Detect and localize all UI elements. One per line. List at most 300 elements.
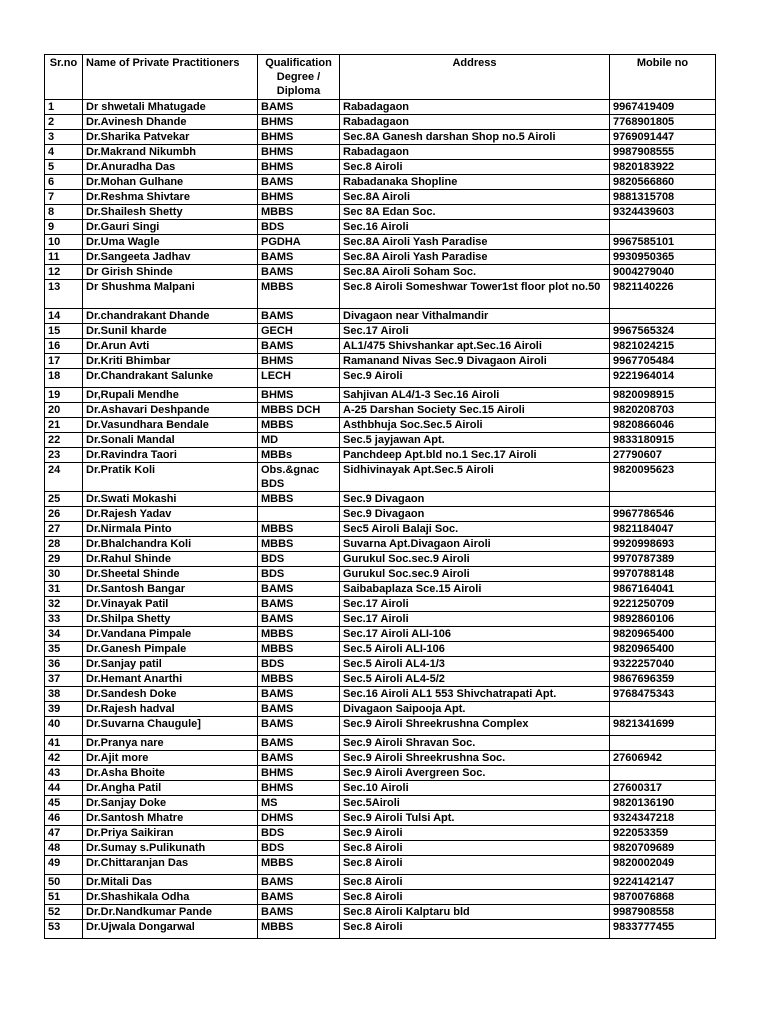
- cell-address: Sec.8 Airoli: [340, 160, 610, 175]
- table-row: [45, 250, 716, 265]
- header-mobile: Mobile no: [610, 55, 716, 100]
- cell-mobile: 9970787389: [610, 552, 716, 567]
- cell-qualification: BAMS: [258, 875, 340, 890]
- cell-srno: 1: [45, 100, 83, 115]
- cell-qualification: BDS: [258, 657, 340, 672]
- cell-srno: 28: [45, 537, 83, 552]
- cell-qualification: BAMS: [258, 175, 340, 190]
- cell-srno: 17: [45, 354, 83, 369]
- table-row: [45, 672, 716, 687]
- table-row: [45, 448, 716, 463]
- cell-srno: 7: [45, 190, 83, 205]
- table-row: [45, 567, 716, 582]
- cell-mobile: 9821024215: [610, 339, 716, 354]
- table-row: [45, 736, 716, 751]
- table-row: [45, 130, 716, 145]
- cell-name: Dr.Sonali Mandal: [83, 433, 258, 448]
- cell-srno: 24: [45, 463, 83, 492]
- cell-srno: 3: [45, 130, 83, 145]
- cell-address: Sec.10 Airoli: [340, 781, 610, 796]
- cell-name: Dr.Hemant Anarthi: [83, 672, 258, 687]
- cell-name: Dr shwetali Mhatugade: [83, 100, 258, 115]
- cell-srno: 23: [45, 448, 83, 463]
- cell-qualification: LECH: [258, 369, 340, 388]
- cell-address: Panchdeep Apt.bld no.1 Sec.17 Airoli: [340, 448, 610, 463]
- cell-name: Dr.Avinesh Dhande: [83, 115, 258, 130]
- cell-name: Dr Girish Shinde: [83, 265, 258, 280]
- cell-address: Saibabaplaza Sce.15 Airoli: [340, 582, 610, 597]
- cell-srno: 37: [45, 672, 83, 687]
- cell-name: Dr.Vasundhara Bendale: [83, 418, 258, 433]
- cell-srno: 12: [45, 265, 83, 280]
- cell-address: Suvarna Apt.Divagaon Airoli: [340, 537, 610, 552]
- cell-address: Sec.9 Divagaon: [340, 507, 610, 522]
- cell-address: Sec.9 Airoli Shreekrushna Soc.: [340, 751, 610, 766]
- cell-qualification: GECH: [258, 324, 340, 339]
- cell-name: Dr.Nirmala Pinto: [83, 522, 258, 537]
- table-row: [45, 418, 716, 433]
- cell-srno: 15: [45, 324, 83, 339]
- cell-qualification: MBBS: [258, 522, 340, 537]
- cell-name: Dr.Sumay s.Pulikunath: [83, 841, 258, 856]
- cell-address: AL1/475 Shivshankar apt.Sec.16 Airoli: [340, 339, 610, 354]
- cell-name: Dr.Rajesh Yadav: [83, 507, 258, 522]
- cell-address: Divagaon Saipooja Apt.: [340, 702, 610, 717]
- table-row: [45, 687, 716, 702]
- cell-qualification: Obs.&gnac BDS: [258, 463, 340, 492]
- cell-mobile: 9820002049: [610, 856, 716, 875]
- table-row: [45, 796, 716, 811]
- cell-qualification: PGDHA: [258, 235, 340, 250]
- cell-address: Sec.5Airoli: [340, 796, 610, 811]
- cell-address: Sec.17 Airoli: [340, 612, 610, 627]
- table-row: [45, 702, 716, 717]
- cell-address: Sec5 Airoli Balaji Soc.: [340, 522, 610, 537]
- table-row: [45, 552, 716, 567]
- cell-address: Rabadagaon: [340, 145, 610, 160]
- cell-srno: 18: [45, 369, 83, 388]
- cell-name: Dr.chandrakant Dhande: [83, 309, 258, 324]
- cell-address: Gurukul Soc.sec.9 Airoli: [340, 567, 610, 582]
- cell-name: Dr.Mohan Gulhane: [83, 175, 258, 190]
- cell-name: Dr.Vinayak Patil: [83, 597, 258, 612]
- cell-srno: 50: [45, 875, 83, 890]
- cell-name: Dr.Sandesh Doke: [83, 687, 258, 702]
- cell-qualification: BAMS: [258, 265, 340, 280]
- cell-address: Sec.8A Airoli Yash Paradise: [340, 250, 610, 265]
- cell-address: Rabadagaon: [340, 115, 610, 130]
- header-srno: Sr.no: [45, 55, 83, 100]
- cell-qualification: BAMS: [258, 597, 340, 612]
- cell-address: Sec.8 Airoli: [340, 841, 610, 856]
- cell-mobile: [610, 220, 716, 235]
- cell-srno: 36: [45, 657, 83, 672]
- cell-qualification: DHMS: [258, 811, 340, 826]
- cell-name: Dr.Shilpa Shetty: [83, 612, 258, 627]
- cell-qualification: BAMS: [258, 250, 340, 265]
- cell-srno: 51: [45, 890, 83, 905]
- table-body: [45, 100, 716, 939]
- cell-name: Dr.Dr.Nandkumar Pande: [83, 905, 258, 920]
- cell-name: Dr.Santosh Mhatre: [83, 811, 258, 826]
- cell-address: Sec.9 Airoli: [340, 826, 610, 841]
- cell-name: Dr.Angha Patil: [83, 781, 258, 796]
- cell-srno: 6: [45, 175, 83, 190]
- cell-name: Dr.Ganesh Pimpale: [83, 642, 258, 657]
- cell-name: Dr,Rupali Mendhe: [83, 388, 258, 403]
- cell-srno: 43: [45, 766, 83, 781]
- cell-mobile: 9821184047: [610, 522, 716, 537]
- table-row: [45, 324, 716, 339]
- cell-qualification: MBBS: [258, 856, 340, 875]
- cell-srno: 38: [45, 687, 83, 702]
- cell-qualification: BAMS: [258, 736, 340, 751]
- cell-qualification: BHMS: [258, 354, 340, 369]
- table-row: [45, 627, 716, 642]
- table-row: [45, 781, 716, 796]
- cell-mobile: 9324347218: [610, 811, 716, 826]
- cell-name: Dr.Asha Bhoite: [83, 766, 258, 781]
- cell-qualification: BAMS: [258, 702, 340, 717]
- cell-mobile: [610, 766, 716, 781]
- cell-address: Rabadagaon: [340, 100, 610, 115]
- cell-mobile: 9221250709: [610, 597, 716, 612]
- cell-mobile: 9970788148: [610, 567, 716, 582]
- cell-name: Dr Shushma Malpani: [83, 280, 258, 309]
- cell-qualification: MBBS: [258, 418, 340, 433]
- cell-srno: 40: [45, 717, 83, 736]
- table-row: [45, 582, 716, 597]
- cell-mobile: 9987908558: [610, 905, 716, 920]
- cell-name: Dr.Bhalchandra Koli: [83, 537, 258, 552]
- header-qualification: Qualification Degree / Diploma: [258, 55, 340, 100]
- cell-mobile: 9820709689: [610, 841, 716, 856]
- cell-mobile: 9987908555: [610, 145, 716, 160]
- cell-name: Dr.Shashikala Odha: [83, 890, 258, 905]
- cell-mobile: 9224142147: [610, 875, 716, 890]
- cell-name: Dr.Sunil kharde: [83, 324, 258, 339]
- cell-mobile: 9930950365: [610, 250, 716, 265]
- cell-qualification: MBBS: [258, 280, 340, 309]
- cell-address: Rabadanaka Shopline: [340, 175, 610, 190]
- cell-address: Sec.8 Airoli Someshwar Tower1st floor plot no.50: [340, 280, 610, 309]
- cell-address: Sec.9 Divagaon: [340, 492, 610, 507]
- cell-mobile: 9833777455: [610, 920, 716, 939]
- cell-address: Sec.8 Airoli: [340, 920, 610, 939]
- table-row: [45, 235, 716, 250]
- table-row: [45, 339, 716, 354]
- cell-address: Sec.9 Airoli: [340, 369, 610, 388]
- cell-mobile: 9769091447: [610, 130, 716, 145]
- header-name: Name of Private Practitioners: [83, 55, 258, 100]
- table-row: [45, 220, 716, 235]
- cell-address: Sec.8 Airoli: [340, 875, 610, 890]
- cell-mobile: 9820866046: [610, 418, 716, 433]
- cell-srno: 4: [45, 145, 83, 160]
- cell-mobile: 9004279040: [610, 265, 716, 280]
- table-row: [45, 597, 716, 612]
- cell-mobile: 9967705484: [610, 354, 716, 369]
- cell-srno: 19: [45, 388, 83, 403]
- cell-srno: 20: [45, 403, 83, 418]
- cell-srno: 52: [45, 905, 83, 920]
- table-row: [45, 309, 716, 324]
- cell-address: Sec.8A Airoli Soham Soc.: [340, 265, 610, 280]
- cell-srno: 53: [45, 920, 83, 939]
- cell-qualification: BDS: [258, 826, 340, 841]
- cell-srno: 22: [45, 433, 83, 448]
- cell-mobile: 9833180915: [610, 433, 716, 448]
- cell-srno: 48: [45, 841, 83, 856]
- cell-mobile: 9967565324: [610, 324, 716, 339]
- table-row: [45, 841, 716, 856]
- cell-qualification: MBBS: [258, 537, 340, 552]
- table-row: [45, 160, 716, 175]
- table-row: [45, 354, 716, 369]
- cell-name: Dr.Sanjay Doke: [83, 796, 258, 811]
- cell-srno: 39: [45, 702, 83, 717]
- cell-qualification: BHMS: [258, 130, 340, 145]
- cell-name: Dr.Reshma Shivtare: [83, 190, 258, 205]
- cell-name: Dr.Sharika Patvekar: [83, 130, 258, 145]
- cell-srno: 31: [45, 582, 83, 597]
- cell-name: Dr.Gauri Singi: [83, 220, 258, 235]
- cell-address: Sec.8A Ganesh darshan Shop no.5 Airoli: [340, 130, 610, 145]
- cell-name: Dr.Anuradha Das: [83, 160, 258, 175]
- table-row: [45, 811, 716, 826]
- table-row: [45, 875, 716, 890]
- table-row: [45, 190, 716, 205]
- cell-name: Dr.Vandana Pimpale: [83, 627, 258, 642]
- cell-mobile: 9820095623: [610, 463, 716, 492]
- cell-srno: 29: [45, 552, 83, 567]
- cell-name: Dr.Makrand Nikumbh: [83, 145, 258, 160]
- table-row: [45, 388, 716, 403]
- cell-name: Dr.Swati Mokashi: [83, 492, 258, 507]
- cell-address: Sec.5 Airoli ALI-106: [340, 642, 610, 657]
- cell-address: Divagaon near Vithalmandir: [340, 309, 610, 324]
- cell-address: Gurukul Soc.sec.9 Airoli: [340, 552, 610, 567]
- cell-name: Dr.Suvarna Chaugule]: [83, 717, 258, 736]
- table-row: [45, 717, 716, 736]
- table-row: [45, 920, 716, 939]
- cell-mobile: 9881315708: [610, 190, 716, 205]
- cell-srno: 34: [45, 627, 83, 642]
- cell-mobile: 7768901805: [610, 115, 716, 130]
- cell-qualification: BAMS: [258, 339, 340, 354]
- table-row: [45, 766, 716, 781]
- table-row: [45, 175, 716, 190]
- cell-mobile: 9820965400: [610, 627, 716, 642]
- table-row: [45, 463, 716, 492]
- cell-qualification: BDS: [258, 552, 340, 567]
- cell-address: Sec.5 jayjawan Apt.: [340, 433, 610, 448]
- cell-mobile: 9820965400: [610, 642, 716, 657]
- cell-srno: 14: [45, 309, 83, 324]
- cell-qualification: MBBS: [258, 627, 340, 642]
- cell-address: Sec.16 Airoli AL1 553 Shivchatrapati Apt.: [340, 687, 610, 702]
- cell-qualification: BDS: [258, 567, 340, 582]
- cell-mobile: [610, 702, 716, 717]
- table-row: [45, 642, 716, 657]
- cell-address: A-25 Darshan Society Sec.15 Airoli: [340, 403, 610, 418]
- table-row: [45, 856, 716, 875]
- cell-srno: 27: [45, 522, 83, 537]
- cell-mobile: 9820566860: [610, 175, 716, 190]
- cell-srno: 13: [45, 280, 83, 309]
- table-row: [45, 100, 716, 115]
- cell-srno: 41: [45, 736, 83, 751]
- cell-srno: 46: [45, 811, 83, 826]
- cell-qualification: BAMS: [258, 717, 340, 736]
- table-row: [45, 433, 716, 448]
- table-row: [45, 205, 716, 220]
- cell-name: Dr.Sanjay patil: [83, 657, 258, 672]
- table-row: [45, 507, 716, 522]
- cell-address: Sec.8 Airoli: [340, 856, 610, 875]
- cell-mobile: 9867696359: [610, 672, 716, 687]
- cell-srno: 21: [45, 418, 83, 433]
- cell-mobile: 9920998693: [610, 537, 716, 552]
- cell-mobile: 9820208703: [610, 403, 716, 418]
- table-row: [45, 657, 716, 672]
- cell-mobile: 9867164041: [610, 582, 716, 597]
- cell-srno: 5: [45, 160, 83, 175]
- cell-qualification: MBBS: [258, 920, 340, 939]
- cell-name: Dr.Shailesh Shetty: [83, 205, 258, 220]
- cell-srno: 49: [45, 856, 83, 875]
- cell-qualification: BDS: [258, 220, 340, 235]
- cell-mobile: 9820183922: [610, 160, 716, 175]
- cell-address: Sec.5 Airoli AL4-1/3: [340, 657, 610, 672]
- cell-qualification: BHMS: [258, 766, 340, 781]
- cell-srno: 45: [45, 796, 83, 811]
- cell-address: Asthbhuja Soc.Sec.5 Airoli: [340, 418, 610, 433]
- cell-srno: 25: [45, 492, 83, 507]
- cell-mobile: 9820098915: [610, 388, 716, 403]
- cell-qualification: BAMS: [258, 309, 340, 324]
- cell-name: Dr.Santosh Bangar: [83, 582, 258, 597]
- cell-name: Dr.Priya Saikiran: [83, 826, 258, 841]
- header-address: Address: [340, 55, 610, 100]
- cell-qualification: BAMS: [258, 687, 340, 702]
- cell-mobile: 9768475343: [610, 687, 716, 702]
- cell-qualification: BAMS: [258, 905, 340, 920]
- cell-address: Sec 8A Edan Soc.: [340, 205, 610, 220]
- table-row: [45, 890, 716, 905]
- cell-address: Ramanand Nivas Sec.9 Divagaon Airoli: [340, 354, 610, 369]
- cell-mobile: 27790607: [610, 448, 716, 463]
- table-row: [45, 751, 716, 766]
- table-row: [45, 369, 716, 388]
- cell-name: Dr.Ashavari Deshpande: [83, 403, 258, 418]
- cell-qualification: BHMS: [258, 190, 340, 205]
- cell-address: Sec.8 Airoli Kalptaru bld: [340, 905, 610, 920]
- table-row: [45, 826, 716, 841]
- table-row: [45, 612, 716, 627]
- cell-mobile: 9967786546: [610, 507, 716, 522]
- cell-qualification: BDS: [258, 841, 340, 856]
- practitioners-table: [44, 54, 716, 939]
- cell-srno: 30: [45, 567, 83, 582]
- table-row: [45, 265, 716, 280]
- cell-address: Sec.9 Airoli Shravan Soc.: [340, 736, 610, 751]
- cell-qualification: MBBS DCH: [258, 403, 340, 418]
- table-row: [45, 280, 716, 309]
- cell-srno: 44: [45, 781, 83, 796]
- cell-name: Dr.Sangeeta Jadhav: [83, 250, 258, 265]
- cell-qualification: MD: [258, 433, 340, 448]
- cell-address: Sec.17 Airoli: [340, 597, 610, 612]
- cell-qualification: MBBS: [258, 492, 340, 507]
- cell-srno: 16: [45, 339, 83, 354]
- cell-address: Sec.9 Airoli Tulsi Apt.: [340, 811, 610, 826]
- cell-srno: 35: [45, 642, 83, 657]
- cell-mobile: 9967419409: [610, 100, 716, 115]
- cell-srno: 33: [45, 612, 83, 627]
- cell-srno: 42: [45, 751, 83, 766]
- cell-name: Dr.Pratik Koli: [83, 463, 258, 492]
- cell-address: Sec.5 Airoli AL4-5/2: [340, 672, 610, 687]
- cell-name: Dr.Mitali Das: [83, 875, 258, 890]
- cell-srno: 8: [45, 205, 83, 220]
- cell-address: Sec.16 Airoli: [340, 220, 610, 235]
- cell-name: Dr.Rahul Shinde: [83, 552, 258, 567]
- cell-srno: 26: [45, 507, 83, 522]
- cell-name: Dr.Chandrakant Salunke: [83, 369, 258, 388]
- cell-mobile: 27600317: [610, 781, 716, 796]
- cell-qualification: MS: [258, 796, 340, 811]
- cell-qualification: MBBs: [258, 448, 340, 463]
- table-row: [45, 492, 716, 507]
- cell-srno: 2: [45, 115, 83, 130]
- cell-qualification: BAMS: [258, 751, 340, 766]
- cell-qualification: BHMS: [258, 160, 340, 175]
- table-row: [45, 115, 716, 130]
- cell-mobile: 9870076868: [610, 890, 716, 905]
- cell-address: Sidhivinayak Apt.Sec.5 Airoli: [340, 463, 610, 492]
- cell-mobile: 9821140226: [610, 280, 716, 309]
- table-row: [45, 522, 716, 537]
- table-row: [45, 403, 716, 418]
- table-row: [45, 905, 716, 920]
- cell-qualification: BHMS: [258, 781, 340, 796]
- cell-name: Dr.Sheetal Shinde: [83, 567, 258, 582]
- cell-name: Dr.Ajit more: [83, 751, 258, 766]
- cell-name: Dr.Kriti Bhimbar: [83, 354, 258, 369]
- cell-mobile: 27606942: [610, 751, 716, 766]
- cell-mobile: 9324439603: [610, 205, 716, 220]
- cell-name: Dr.Uma Wagle: [83, 235, 258, 250]
- table-row: [45, 145, 716, 160]
- cell-srno: 47: [45, 826, 83, 841]
- cell-qualification: MBBS: [258, 205, 340, 220]
- cell-address: Sec.17 Airoli: [340, 324, 610, 339]
- cell-srno: 9: [45, 220, 83, 235]
- cell-mobile: 9821341699: [610, 717, 716, 736]
- cell-name: Dr.Ravindra Taori: [83, 448, 258, 463]
- cell-qualification: BHMS: [258, 145, 340, 160]
- table-row: [45, 537, 716, 552]
- cell-mobile: [610, 309, 716, 324]
- cell-address: Sec.17 Airoli ALI-106: [340, 627, 610, 642]
- cell-address: Sec.8 Airoli: [340, 890, 610, 905]
- cell-name: Dr.Arun Avti: [83, 339, 258, 354]
- cell-address: Sec.9 Airoli Shreekrushna Complex: [340, 717, 610, 736]
- cell-qualification: MBBS: [258, 672, 340, 687]
- header-row: [45, 55, 716, 100]
- cell-name: Dr.Rajesh hadval: [83, 702, 258, 717]
